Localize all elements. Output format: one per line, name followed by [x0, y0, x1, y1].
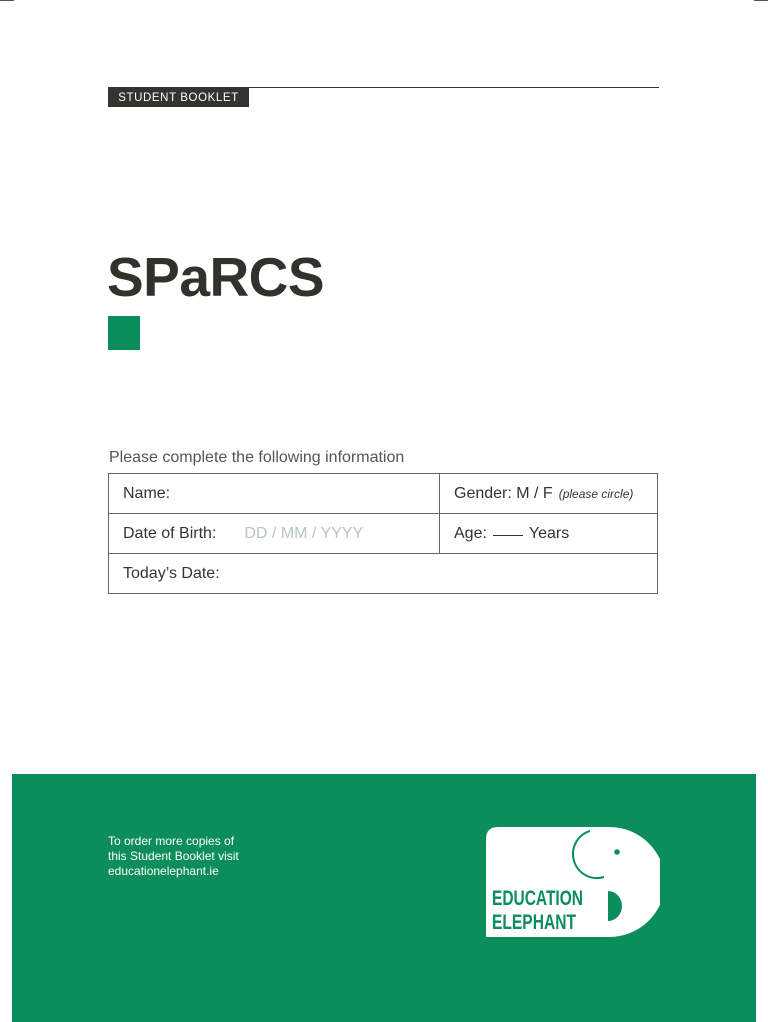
- order-line: To order more copies of: [108, 834, 235, 848]
- footer-band: [12, 774, 756, 1022]
- gender-field[interactable]: [440, 474, 658, 514]
- gender-label: Gender: M / F: [454, 484, 553, 502]
- age-blank-line: [493, 535, 523, 536]
- order-info: [108, 834, 268, 879]
- todays-date-field[interactable]: [109, 554, 658, 594]
- crop-mark-left: [0, 0, 14, 1]
- table-row: [109, 514, 658, 554]
- crop-mark-right: [754, 0, 768, 1]
- age-label: Age:: [454, 524, 487, 542]
- gender-note: (please circle): [558, 486, 634, 501]
- name-label: Name:: [123, 484, 171, 502]
- form-instruction: Please complete the following information: [109, 449, 405, 466]
- age-unit: Years: [528, 524, 570, 542]
- booklet-tag: STUDENT BOOKLET: [108, 88, 249, 107]
- student-info-table: [108, 473, 658, 594]
- accent-square: [108, 316, 140, 350]
- logo-text-line2: ELEPHANT: [492, 911, 577, 934]
- table-row: [109, 474, 658, 514]
- order-link[interactable]: educationelephant.ie: [108, 864, 219, 878]
- dob-field[interactable]: [109, 514, 440, 554]
- page-title: SPaRCS: [107, 246, 325, 308]
- education-elephant-logo: [486, 825, 660, 937]
- dob-placeholder: DD / MM / YYYY: [244, 524, 364, 542]
- elephant-eye: [614, 849, 620, 855]
- name-field[interactable]: [109, 474, 440, 514]
- order-line: this Student Booklet visit: [108, 849, 239, 863]
- age-field[interactable]: [440, 514, 658, 554]
- dob-label: Date of Birth:: [123, 524, 217, 542]
- logo-text-line1: EDUCATION: [492, 887, 583, 910]
- todays-date-label: Today’s Date:: [123, 564, 220, 582]
- table-row: [109, 554, 658, 594]
